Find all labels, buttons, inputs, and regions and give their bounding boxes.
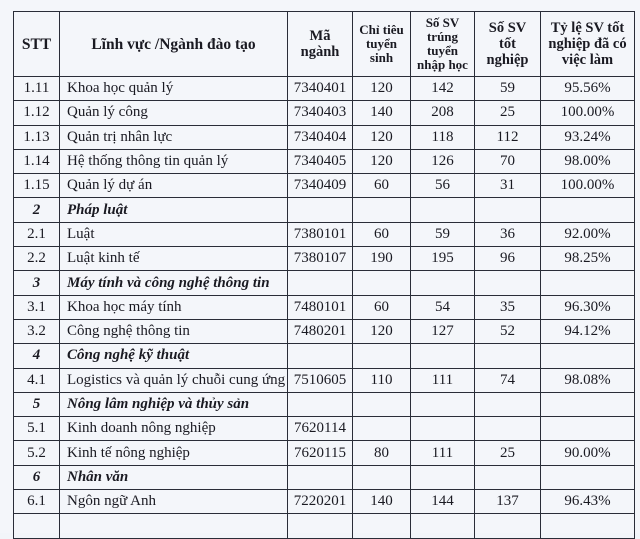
row-admitted: 59 bbox=[411, 222, 475, 246]
row-major-code: 7340403 bbox=[288, 101, 353, 125]
table-group-row bbox=[14, 465, 635, 489]
table-group-row bbox=[14, 344, 635, 368]
row-admitted: 144 bbox=[411, 490, 475, 514]
header-field: Lĩnh vực /Ngành đào tạo bbox=[60, 12, 288, 77]
row-stt: 1.15 bbox=[14, 174, 60, 198]
row-stt bbox=[14, 514, 60, 538]
header-quota: Chỉ tiêu tuyển sinh bbox=[353, 12, 411, 77]
table-row bbox=[14, 490, 635, 514]
row-field-name: Nhân văn bbox=[60, 465, 288, 489]
row-field-name: Khoa học máy tính bbox=[60, 295, 288, 319]
row-major-code: 7340405 bbox=[288, 149, 353, 173]
row-quota bbox=[353, 392, 411, 416]
table-row bbox=[14, 125, 635, 149]
row-major-code: 7620114 bbox=[288, 417, 353, 441]
header-admitted: Số SV trúng tuyển nhập học bbox=[411, 12, 475, 77]
row-quota: 80 bbox=[353, 441, 411, 465]
row-field-name: Luật kinh tế bbox=[60, 247, 288, 271]
row-graduates: 31 bbox=[475, 174, 541, 198]
header-row bbox=[14, 12, 635, 77]
row-stt: 2.1 bbox=[14, 222, 60, 246]
row-graduates: 74 bbox=[475, 368, 541, 392]
row-field-name: Luật bbox=[60, 222, 288, 246]
table-row bbox=[14, 319, 635, 343]
row-employment-rate: 92.00% bbox=[541, 222, 635, 246]
row-quota: 120 bbox=[353, 319, 411, 343]
row-quota bbox=[353, 271, 411, 295]
row-quota: 60 bbox=[353, 222, 411, 246]
row-stt: 1.11 bbox=[14, 77, 60, 101]
row-admitted: 111 bbox=[411, 368, 475, 392]
row-major-code: 7480101 bbox=[288, 295, 353, 319]
row-quota: 60 bbox=[353, 174, 411, 198]
row-graduates bbox=[475, 344, 541, 368]
row-employment-rate: 100.00% bbox=[541, 174, 635, 198]
header-employment-rate: Tỷ lệ SV tốt nghiệp đã có việc làm bbox=[541, 12, 635, 77]
row-admitted: 118 bbox=[411, 125, 475, 149]
row-graduates: 59 bbox=[475, 77, 541, 101]
row-quota bbox=[353, 417, 411, 441]
row-major-code bbox=[288, 344, 353, 368]
row-quota: 140 bbox=[353, 490, 411, 514]
row-admitted bbox=[411, 465, 475, 489]
row-admitted bbox=[411, 417, 475, 441]
header-stt: STT bbox=[14, 12, 60, 77]
row-stt: 1.13 bbox=[14, 125, 60, 149]
table-row bbox=[14, 101, 635, 125]
row-employment-rate bbox=[541, 271, 635, 295]
row-field-name: Pháp luật bbox=[60, 198, 288, 222]
row-admitted: 127 bbox=[411, 319, 475, 343]
row-quota bbox=[353, 465, 411, 489]
row-admitted bbox=[411, 271, 475, 295]
row-graduates: 25 bbox=[475, 441, 541, 465]
row-major-code: 7380107 bbox=[288, 247, 353, 271]
row-graduates bbox=[475, 465, 541, 489]
row-admitted bbox=[411, 344, 475, 368]
row-employment-rate bbox=[541, 344, 635, 368]
row-graduates: 137 bbox=[475, 490, 541, 514]
row-admitted: 54 bbox=[411, 295, 475, 319]
row-graduates: 35 bbox=[475, 295, 541, 319]
row-employment-rate: 90.00% bbox=[541, 441, 635, 465]
row-employment-rate: 95.56% bbox=[541, 77, 635, 101]
row-employment-rate: 98.00% bbox=[541, 149, 635, 173]
row-employment-rate: 98.08% bbox=[541, 368, 635, 392]
table-row bbox=[14, 514, 635, 538]
row-field-name: Nông lâm nghiệp và thủy sản bbox=[60, 392, 288, 416]
row-field-name bbox=[60, 514, 288, 538]
row-major-code bbox=[288, 198, 353, 222]
row-employment-rate: 96.30% bbox=[541, 295, 635, 319]
row-graduates: 70 bbox=[475, 149, 541, 173]
row-graduates bbox=[475, 392, 541, 416]
row-field-name: Hệ thống thông tin quản lý bbox=[60, 149, 288, 173]
table-body bbox=[14, 77, 635, 539]
table-row bbox=[14, 417, 635, 441]
row-stt: 3.2 bbox=[14, 319, 60, 343]
table-row bbox=[14, 441, 635, 465]
row-quota: 110 bbox=[353, 368, 411, 392]
row-stt: 2.2 bbox=[14, 247, 60, 271]
row-field-name: Ngôn ngữ Anh bbox=[60, 490, 288, 514]
row-stt: 5.1 bbox=[14, 417, 60, 441]
row-stt: 2 bbox=[14, 198, 60, 222]
table-row bbox=[14, 295, 635, 319]
row-employment-rate bbox=[541, 514, 635, 538]
row-field-name: Quản lý công bbox=[60, 101, 288, 125]
row-quota: 140 bbox=[353, 101, 411, 125]
row-graduates: 36 bbox=[475, 222, 541, 246]
row-employment-rate bbox=[541, 392, 635, 416]
row-admitted: 142 bbox=[411, 77, 475, 101]
row-admitted: 195 bbox=[411, 247, 475, 271]
row-major-code: 7620115 bbox=[288, 441, 353, 465]
row-admitted: 208 bbox=[411, 101, 475, 125]
row-employment-rate: 94.12% bbox=[541, 319, 635, 343]
row-admitted: 56 bbox=[411, 174, 475, 198]
row-admitted bbox=[411, 392, 475, 416]
header-code: Mã ngành bbox=[288, 12, 353, 77]
row-admitted: 111 bbox=[411, 441, 475, 465]
row-stt: 6 bbox=[14, 465, 60, 489]
row-employment-rate bbox=[541, 465, 635, 489]
table-group-row bbox=[14, 198, 635, 222]
row-major-code: 7510605 bbox=[288, 368, 353, 392]
row-quota: 190 bbox=[353, 247, 411, 271]
row-employment-rate: 93.24% bbox=[541, 125, 635, 149]
row-major-code bbox=[288, 271, 353, 295]
row-quota: 120 bbox=[353, 77, 411, 101]
table-row bbox=[14, 77, 635, 101]
row-stt: 3.1 bbox=[14, 295, 60, 319]
row-quota bbox=[353, 514, 411, 538]
enrollment-employment-table bbox=[13, 11, 635, 539]
row-field-name: Máy tính và công nghệ thông tin bbox=[60, 271, 288, 295]
row-employment-rate bbox=[541, 417, 635, 441]
table-group-row bbox=[14, 271, 635, 295]
row-employment-rate: 96.43% bbox=[541, 490, 635, 514]
row-quota bbox=[353, 198, 411, 222]
row-major-code bbox=[288, 514, 353, 538]
row-graduates: 52 bbox=[475, 319, 541, 343]
table-row bbox=[14, 149, 635, 173]
row-quota: 120 bbox=[353, 125, 411, 149]
row-field-name: Công nghệ thông tin bbox=[60, 319, 288, 343]
row-graduates: 96 bbox=[475, 247, 541, 271]
row-field-name: Quản trị nhân lực bbox=[60, 125, 288, 149]
header-graduates: Số SV tốt nghiệp bbox=[475, 12, 541, 77]
row-stt: 5 bbox=[14, 392, 60, 416]
row-field-name: Kinh doanh nông nghiệp bbox=[60, 417, 288, 441]
row-stt: 6.1 bbox=[14, 490, 60, 514]
row-admitted: 126 bbox=[411, 149, 475, 173]
table-row bbox=[14, 174, 635, 198]
row-stt: 1.12 bbox=[14, 101, 60, 125]
row-field-name: Quản lý dự án bbox=[60, 174, 288, 198]
row-graduates bbox=[475, 271, 541, 295]
row-admitted bbox=[411, 514, 475, 538]
row-graduates: 112 bbox=[475, 125, 541, 149]
row-employment-rate: 100.00% bbox=[541, 101, 635, 125]
row-stt: 5.2 bbox=[14, 441, 60, 465]
row-major-code bbox=[288, 465, 353, 489]
row-stt: 4.1 bbox=[14, 368, 60, 392]
row-graduates bbox=[475, 514, 541, 538]
row-field-name: Công nghệ kỹ thuật bbox=[60, 344, 288, 368]
row-quota bbox=[353, 344, 411, 368]
row-field-name: Kinh tế nông nghiệp bbox=[60, 441, 288, 465]
row-major-code: 7480201 bbox=[288, 319, 353, 343]
row-employment-rate bbox=[541, 198, 635, 222]
row-major-code: 7380101 bbox=[288, 222, 353, 246]
table-row bbox=[14, 247, 635, 271]
table-row bbox=[14, 222, 635, 246]
row-quota: 60 bbox=[353, 295, 411, 319]
row-employment-rate: 98.25% bbox=[541, 247, 635, 271]
row-quota: 120 bbox=[353, 149, 411, 173]
row-major-code bbox=[288, 392, 353, 416]
row-stt: 4 bbox=[14, 344, 60, 368]
row-field-name: Khoa học quản lý bbox=[60, 77, 288, 101]
row-graduates bbox=[475, 417, 541, 441]
row-stt: 3 bbox=[14, 271, 60, 295]
row-field-name: Logistics và quản lý chuỗi cung ứng bbox=[60, 368, 288, 392]
row-major-code: 7220201 bbox=[288, 490, 353, 514]
table-group-row bbox=[14, 392, 635, 416]
row-stt: 1.14 bbox=[14, 149, 60, 173]
table-row bbox=[14, 368, 635, 392]
row-major-code: 7340409 bbox=[288, 174, 353, 198]
row-graduates bbox=[475, 198, 541, 222]
row-major-code: 7340404 bbox=[288, 125, 353, 149]
row-graduates: 25 bbox=[475, 101, 541, 125]
row-admitted bbox=[411, 198, 475, 222]
row-major-code: 7340401 bbox=[288, 77, 353, 101]
